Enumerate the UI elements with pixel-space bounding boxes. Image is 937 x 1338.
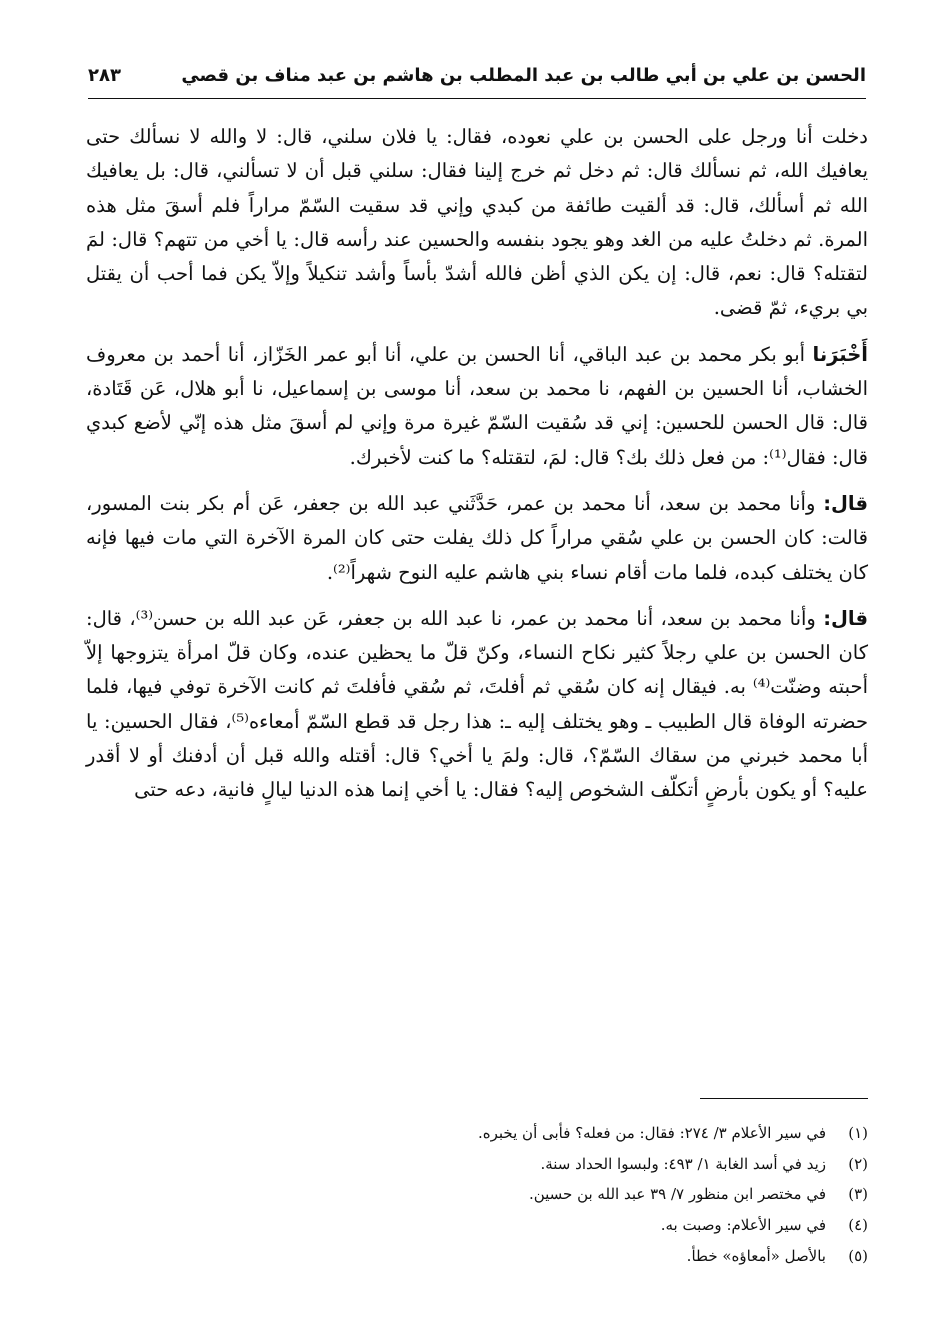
paragraph-2: أَخْبَرَنا أبو بكر محمد بن عبد الباقي، أنا الحسن بن علي، أنا أبو عمر الخَزّاز، أنا أحمد بن معروف الخشاب، أنا الحسين بن الفهم، نا محمد بن سعد، أنا موسى بن إسماعيل، نا أبو هلال، عَن قَتَادة، قال: قال الحسن للحسين: إني قد سُقيت السّمّ غيرة مرة وإني لم أسقَ مثل هذه إنّي لأضع كبدي قال: فقال⁽¹⁾: من فعل ذلك بك؟ قال: لمَ، لتقتله؟ ما كنت لأخبرك. — [86, 342, 868, 469]
footnote-number: (٥) — [848, 1246, 868, 1265]
footnote-text: في سير الأعلام: وصبت به. — [660, 1216, 826, 1235]
paragraph-1: دخلت أنا ورجل على الحسن بن علي نعوده، فقال: يا فلان سلني، قال: لا والله لا نسألك حتى يعافيك الله، ثم نسألك قال: ثم دخل ثم خرج إلينا فقال: سلني قبل أن لا تسألني، قال: بل يعافيك الله ثم أسألك، قال: قد ألقيت طائفة من كبدي وإني قد سقيت السّمّ مراراً فلم أسقَ مثل هذه المرة. ثم دخلتُ عليه من الغد وهو يجود بنفسه والحسين عند رأسه قال: يا أخي من تتهم؟ قال: لمَ لتقتله؟ قال: نعم، قال: إن يكن الذي أظن فالله أشدّ بأساً وأشد تنكيلاً وإلاّ يكن فما أحب أن يقتل بي بريء، ثمّ قضى. — [86, 125, 868, 320]
footnote-4 — [300, 1210, 868, 1241]
footnote-text: في سير الأعلام ٣/ ٢٧٤: فقال: من فعله؟ فأبى أن يخبره. — [478, 1124, 826, 1142]
footnote-number: (٤) — [848, 1216, 868, 1235]
paragraph-lead: قال: — [823, 606, 868, 630]
footnote-text: بالأصل «أمعاؤه» خطأ. — [686, 1246, 826, 1265]
footnote-text: زيد في أسد الغابة ١/ ٤٩٣: ولبسوا الحداد سنة. — [540, 1154, 826, 1173]
footnote-text: في مختصر ابن منظور ٧/ ٣٩ عبد الله بن حسين. — [528, 1185, 826, 1204]
footnote-separator — [700, 1098, 868, 1099]
footnote-1 — [300, 1118, 868, 1149]
paragraph-lead: قال: — [823, 491, 868, 515]
paragraph-lead: أَخْبَرَنا — [812, 342, 868, 366]
header-title: الحسن بن علي بن أبي طالب بن عبد المطلب بن هاشم بن عبد مناف بن قصي — [181, 64, 866, 86]
footnote-5 — [300, 1241, 868, 1272]
running-header — [88, 56, 866, 94]
footnote-number: (٣) — [848, 1185, 868, 1204]
paragraph-3: قال: وأنا محمد بن سعد، أنا محمد بن عمر، حَدَّثَني عبد الله بن جعفر، عَن أم بكر بنت المسور، قالت: كان الحسن بن علي سُقي مراراً كل ذلك يفلت حتى كان المرة الآخرة التي مات فيها فإنه كان يختلف كبده، فلما مات أقام نساء بني هاشم عليه النوح شهراً⁽²⁾. — [86, 491, 868, 584]
footnotes — [300, 1118, 868, 1272]
page-number: ٢٨٣ — [88, 64, 121, 86]
footnote-2 — [300, 1149, 868, 1180]
footnote-number: (٢) — [848, 1154, 868, 1173]
main-text — [86, 120, 868, 808]
footnote-number: (١) — [848, 1124, 868, 1142]
footnote-3 — [300, 1179, 868, 1210]
paragraph-4: قال: وأنا محمد بن سعد، أنا محمد بن عمر، نا عبد الله بن جعفر، عَن عبد الله بن حسن⁽³⁾، قال: كان الحسن بن علي رجلاً كثير نكاح النساء، وكنّ قلّ ما يحظين عنده، وكان قلّ امرأة يتزوجها إلاّ أحبته وضنّت⁽⁴⁾ به. فيقال إنه كان سُقي ثم أفلتَ، ثم سُقي فأفلتَ ثم كانت الآخرة توفي فيها، فلما حضرته الوفاة قال الطبيب ـ وهو يختلف إليه ـ: هذا رجل قد قطع السّمّ أمعاءه⁽⁵⁾، فقال الحسين: يا أبا محمد خبرني من سقاك السّمّ؟، قال: ولمَ يا أخي؟ قال: أقتله والله قبل أن أدفنك أو لا أقدر عليه؟ أو يكون بأرضٍ أتكلّف الشخوص إليه؟ فقال: يا أخي إنما هذه الدنيا ليالٍ فانية، دعه حتى — [86, 606, 869, 802]
header-rule — [88, 98, 866, 99]
